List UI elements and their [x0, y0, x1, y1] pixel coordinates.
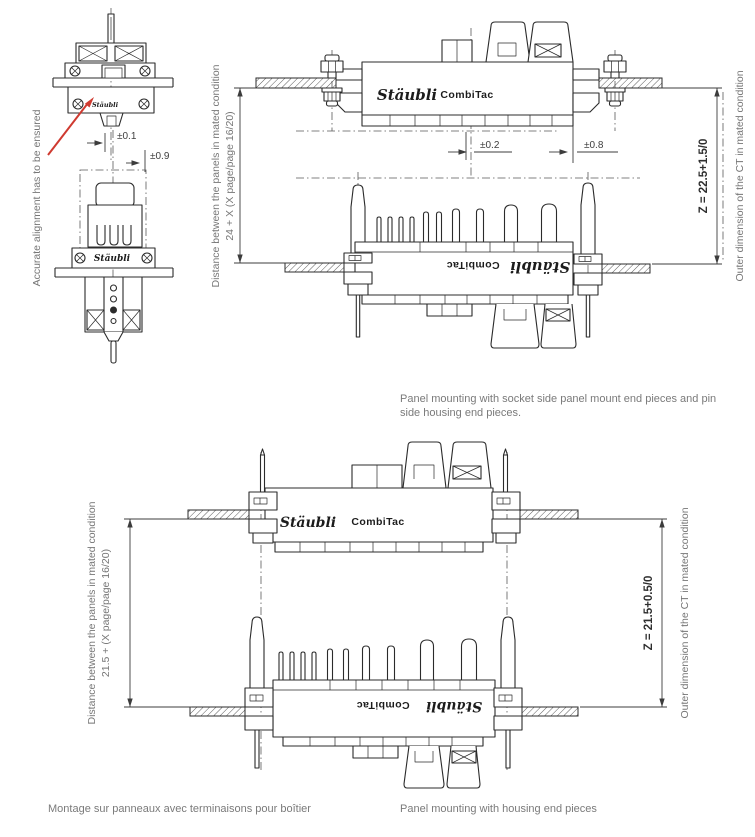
- top-figure-caption: [400, 393, 716, 419]
- alignment-dimensions: [87, 131, 170, 172]
- panel-left: [188, 510, 249, 519]
- caption-line-2: side housing end pieces.: [400, 407, 522, 419]
- end-clamp-left: [245, 688, 273, 768]
- alignment-socket-connector: [55, 170, 173, 363]
- left-dim-label-2: 24 + X (X page/page 16/20): [224, 111, 236, 241]
- panel-left: [285, 263, 344, 272]
- brand-logo: Stäubli: [91, 101, 119, 109]
- product-logo: CombiTac: [440, 89, 494, 101]
- product-logo: CombiTac: [356, 699, 410, 711]
- housing-block: [404, 746, 444, 788]
- panel-edge: [55, 268, 173, 277]
- alignment-pin-connector: [53, 14, 173, 126]
- alignment-note: Accurate alignment has to be ensured: [31, 109, 43, 287]
- z-dimension-label: Z = 22.5+1.5/0: [698, 138, 710, 214]
- right-dimension: [652, 70, 746, 281]
- panel-left: [190, 707, 245, 716]
- left-dim-label-2: 21.5 + (X page/page 16/20): [100, 548, 112, 678]
- panel-right: [522, 707, 578, 716]
- end-clamp-right: [494, 688, 522, 768]
- end-clamp-right: [492, 449, 520, 543]
- socket-connector: [188, 442, 578, 552]
- end-clamp-left: [249, 449, 277, 543]
- pin-connector: [190, 617, 578, 788]
- housing-block: [491, 304, 539, 348]
- brand-logo: Stäubli: [279, 515, 337, 531]
- right-dim-label: Outer dimension of the CT in mated condition: [679, 507, 691, 719]
- brand-logo: Stäubli: [93, 254, 131, 264]
- dim-inner-label: ±0.1: [117, 131, 137, 142]
- left-dimension: [210, 64, 290, 287]
- brand-logo: Stäubli: [376, 86, 438, 104]
- pin-connector: [285, 183, 650, 348]
- bottom-captions: [48, 803, 597, 815]
- right-dim-label: Outer dimension of the CT in mated condition: [734, 70, 746, 282]
- offset-dimensions: [448, 140, 618, 155]
- left-dim-label-1: Distance between the panels in mated condition: [86, 501, 98, 725]
- panel-right: [599, 78, 662, 88]
- socket-connector: [256, 22, 662, 126]
- guide-pin: [250, 617, 264, 688]
- caption-line-1: Panel mounting with socket side panel mount end pieces and pin: [400, 393, 717, 405]
- dim-edge-label: ±0.8: [584, 140, 604, 151]
- z-dimension-label: Z = 21.5+0.5/0: [643, 575, 655, 651]
- product-logo: CombiTac: [446, 259, 500, 271]
- dim-center-label: ±0.2: [480, 140, 500, 151]
- housing-block: [448, 442, 491, 488]
- dim-outer-label: ±0.9: [150, 151, 170, 162]
- panel-right: [520, 510, 578, 519]
- contact-pins: [377, 204, 557, 242]
- guide-pin: [501, 617, 515, 688]
- product-logo: CombiTac: [351, 516, 405, 528]
- left-dimension: [86, 501, 192, 724]
- caption-french: Montage sur panneaux avec terminaisons pour boîtier: [48, 803, 311, 815]
- right-dimension: [578, 507, 691, 718]
- brand-logo: Stäubli: [509, 258, 571, 276]
- guide-pin: [581, 183, 595, 255]
- alignment-figure: [31, 8, 173, 363]
- contact-pins: [279, 639, 477, 680]
- panel-edge: [53, 78, 173, 87]
- brand-logo: Stäubli: [425, 698, 483, 714]
- panel-right: [602, 264, 650, 273]
- caption-english: Panel mounting with housing end pieces: [400, 803, 597, 815]
- panel-mount-figure: [210, 22, 746, 348]
- panel-left: [256, 78, 336, 88]
- left-dim-label-1: Distance between the panels in mated condition: [210, 64, 222, 288]
- housing-mount-figure: [86, 442, 691, 788]
